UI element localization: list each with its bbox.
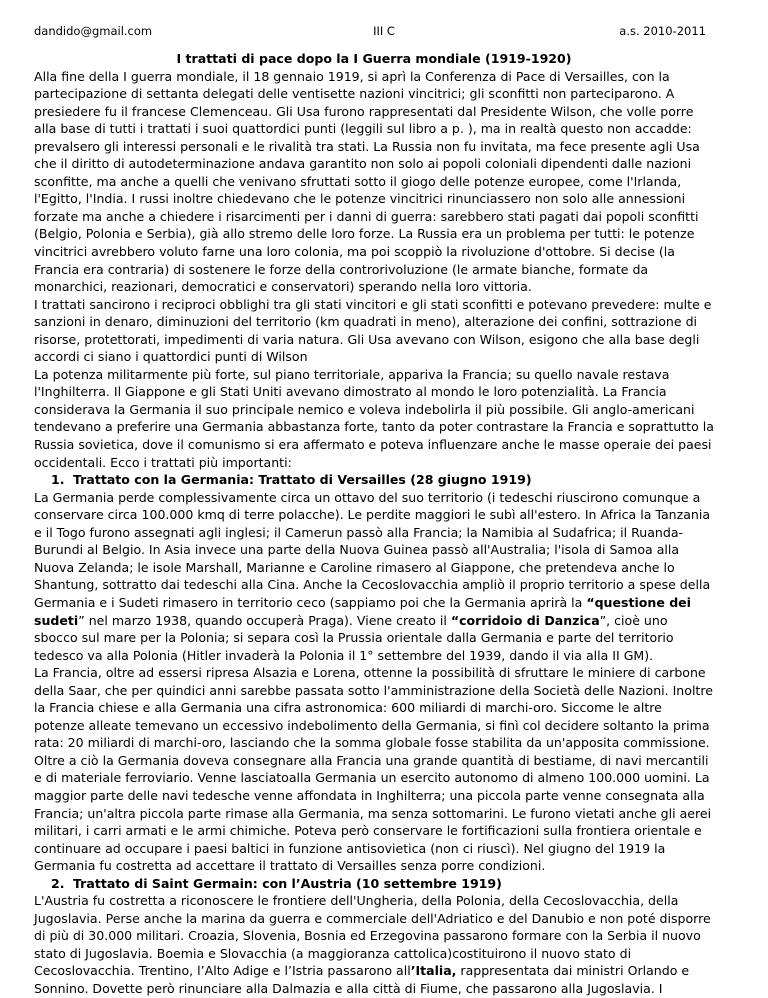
header-class: III C [373,24,395,38]
text-run: L'Austria fu costretta a riconoscere le frontiere dell'Ungheria, della Polonia, della Cecoslovacchia, della Jugoslavia. Perse anche la marina da guerra e commerciale dell'Adriatico e del Danubio e non poté disporre di più di 30.000 militari. Croazia, Slovenia, Bosnia ed Erzegovina passarono formare con la Serbia il nuovo stato di Jugoslavia. Boemia e Slovacchia (a maggioranza cattolica)costituirono il nuovo stato di Cecoslovacchia. Trentino, l’Alto Adige e l’Istria passarono all [34,893,711,979]
intro-paragraph: Alla fine della I guerra mondiale, il 18 gennaio 1919, si aprì la Conferenza di Pace di Versailles, con la partecipazione di settanta delegati delle ventisette nazioni vincitrici; gli sconfitti non parteciparono. A presiedere fu il francese Clemenceau. Gli Usa furono rappresentati dal Presidente Wilson, che volle porre alla base di tutti i trattati i suoi quattordici punti (leggili sul libro a p. ), ma in realtà questo non accadde: prevalsero gli interessi personali e le rivalità tra stati. La Russia non fu invitata, ma fece presente agli Usa che il diritto di autodeterminazione andava garantito non solo ai popoli coloniali dipendenti dalle nazioni sconfitte, ma anche a quelli che venivano sfruttati sotto il giogo delle potenze europee, come l'Irlanda, l'Egitto, l'India. I russi inoltre chiedevano che le potenze vincitrici rinunciassero non solo alle annessioni forzate ma anche a chiedere i risarcimenti per i danni di guerra: sarebbero stati pagati dai popoli sconfitti (Belgio, Polonia e Serbia), già allo stremo delle loro forze. La Russia era un problema per tutti: le potenze vincitrici avrebbero voluto farne una loro colonia, ma poi scoppiò la rivoluzione d'ottobre. Si decise (la Francia era contraria) di sostenere le forze della controrivoluzione (le armate bianche, formate da monarchici, reazionari, democratici e conservatori) sperando nella loro vittoria. [34,68,700,295]
text-run: rappresentata dai ministri Orlando e Sonnino. Dovette però rinunciare alla Dalmazia e alla città di Fiume, che passarono alla Jugoslavia. I [34,963,690,996]
document-body [34,50,714,998]
bold-term-danzica: “corridoio di Danzica [450,612,600,628]
bold-term-italia: ’Italia, [410,963,457,979]
section-number: 2. [51,875,65,891]
section-number: 1. [51,472,65,488]
document-title: I trattati di pace dopo la I Guerra mondiale (1919-1920) [176,51,572,66]
header-school-year: a.s. 2010-2011 [619,24,706,38]
section-heading-versailles [34,471,714,489]
section-title: Trattato con la Germania: Trattato di Versailles (28 giugno 1919) [73,472,532,488]
versailles-paragraph-1 [34,489,714,664]
section-heading-saint-germain [34,875,714,893]
text-run: La Germania perde complessivamente circa un ottavo del suo territorio (i tedeschi riuscirono comunque a conservare circa 100.000 kmq di terre polacche). Le perdite maggiori le subì all'estero. In Africa la Tanzania e il Togo furono assegnati agli inglesi; il Camerun passò alla Francia; la Namibia al Sudafrica; il Ruanda-Burundi al Belgio. In Asia invece una parte della Nuova Guinea passò all'Australia; l'isola di Samoa alla Nuova Zelanda; le isole Marshall, Marianne e Caroline rimasero al Giappone, che pretendeva anche lo Shantung, sottratto dai tedeschi alla Cina. Anche la Cecoslovacchia ampliò il proprio territorio a spese della Germania e i Sudeti rimasero in territorio ceco (sappiamo poi che la Germania aprirà la [34,489,711,610]
bold-term-sudeti: “questione dei sudeti [34,594,691,628]
treaties-obligations-paragraph: I trattati sancirono i reciproci obblighi tra gli stati vincitori e gli stati sconfitti e potevano prevedere: multe e sanzioni in denaro, diminuzioni del territorio (km quadrati in meno), alterazione dei confini, sottrazione di risorse, protettorati, impedimenti di varia natura. Gli Usa avevano con Wilson, esigono che alla base degli accordi ci siano i quattordici punti di Wilson [34,296,712,365]
text-run: ” nel marzo 1938, quando occuperà Praga). Viene creato il [78,612,451,628]
header-email: dandido@gmail.com [34,24,153,38]
versailles-paragraph-2: La Francia, oltre ad essersi ripresa Alsazia e Lorena, ottenne la possibilità di sfruttare le miniere di carbone della Saar, che per quindici anni sarebbe passata sotto l'amministrazione della Società delle Nazioni. Inoltre la Francia chiese e alla Germania una cifra astronomica: 600 miliardi di marchi-oro. Siccome le altre potenze alleate temevano un eccessivo indebolimento della Germania, si finì col decidere soltanto la prima rata: 20 miliardi di marchi-oro, lasciando che la somma globale fosse stabilita da un'apposita commissione. Oltre a ciò la Germania doveva consegnare alla Francia una grande quantità di bestiame, di navi mercantili e di materiale ferroviario. Venne lasciatoalla Germania un esercito autonomo di almeno 100.000 uomini. La maggior parte delle navi tedesche venne affondata in Inghilterra; una piccola parte venne consegnata alla Francia; un'altra piccola parte rimase alla Germania, ma senza sottomarini. Le furono vietati anche gli aerei militari, i carri armati e le armi chimiche. Poteva però conservare le fortificazioni sulla frontiera orientale e continuare ad occupare i paesi baltici in funzione antisovietica (non ci riuscì). Nel giugno del 1919 la Germania fu costretta ad accettare il trattato di Versailles senza porre condizioni. [34,665,713,874]
powers-paragraph: La potenza militarmente più forte, sul piano territoriale, appariva la Francia; su quello navale restava l'Inghilterra. Il Giappone e gli Stati Uniti avevano dimostrato al mondo le loro potenzialità. La Francia considerava la Germania il suo principale nemico e voleva indebolirla il più possibile. Gli anglo-americani tendevano a preferire una Germania abbastanza forte, tanto da poter contrastare la Francia e soprattutto la Russia sovietica, dove il comunismo si era affermato e poteva influenzare anche le masse operaie dei paesi occidentali. Ecco i trattati più importanti: [34,366,714,470]
section-title: Trattato di Saint Germain: con l’Austria (10 settembre 1919) [73,875,502,891]
text-run: ”, cioè uno sbocco sul mare per la Polonia; si separa così la Prussia orientale dalla Germania e parte del territorio tedesco va alla Polonia (Hitler invaderà la Polonia il 1° settembre del 1939, dando il via alla II GM). [34,612,674,663]
saint-germain-paragraph [34,892,714,997]
